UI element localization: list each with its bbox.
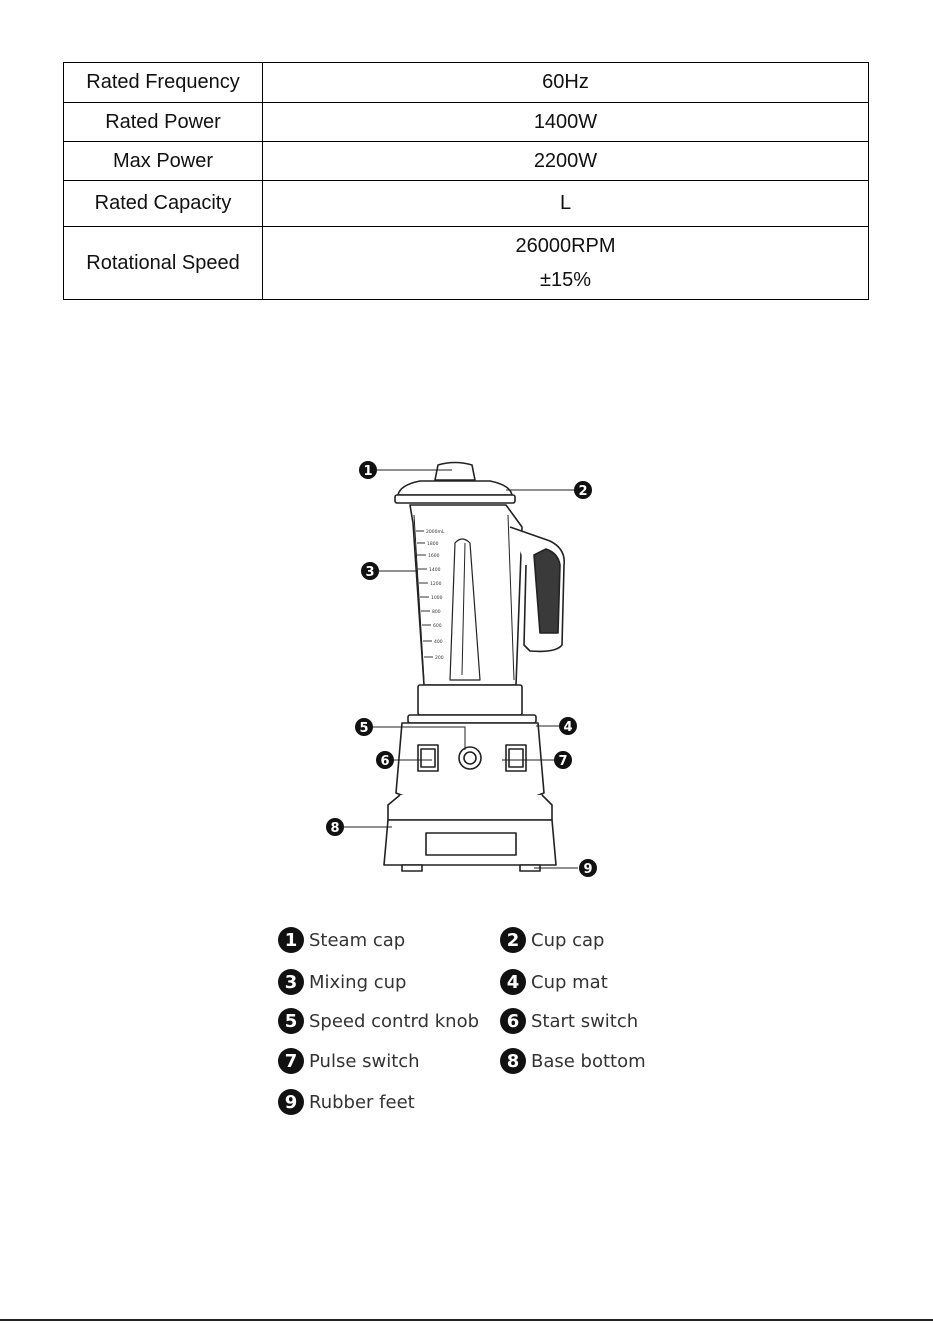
legend-item xyxy=(500,927,604,953)
cup-cap xyxy=(398,481,512,495)
legend-item xyxy=(278,1089,415,1115)
spec-value: 1400W xyxy=(263,103,869,142)
legend-label: Start switch xyxy=(531,1010,639,1032)
callout-number: 9 xyxy=(583,862,593,877)
steam-cap xyxy=(435,463,475,481)
spec-row xyxy=(64,227,869,300)
legend-item xyxy=(278,1048,420,1074)
rubber-foot xyxy=(402,865,422,871)
scale-mark: 1000 xyxy=(431,596,443,601)
legend-number: 8 xyxy=(500,1048,526,1074)
legend-label: Speed contrd knob xyxy=(309,1010,480,1032)
legend-item xyxy=(278,969,406,995)
spec-table xyxy=(63,62,869,300)
scale-mark: 2000mL xyxy=(426,530,445,535)
legend-item xyxy=(500,969,608,995)
parts-legend xyxy=(278,924,678,1124)
spec-row xyxy=(64,103,869,142)
legend-item xyxy=(500,1048,646,1074)
legend-item xyxy=(278,1008,479,1034)
spec-value: 2200W xyxy=(263,142,869,181)
blender-diagram xyxy=(310,445,610,885)
scale-mark: 200 xyxy=(435,656,444,661)
spec-value xyxy=(263,227,869,300)
legend-item xyxy=(500,1008,638,1034)
legend-number: 6 xyxy=(500,1008,526,1034)
callout-number: 2 xyxy=(578,484,588,499)
scale-mark: 800 xyxy=(432,610,441,615)
spec-row xyxy=(64,181,869,227)
spec-label: Max Power xyxy=(64,142,263,181)
legend-number: 7 xyxy=(278,1048,304,1074)
legend-label: Cup cap xyxy=(531,929,605,951)
scale-mark: 600 xyxy=(433,624,442,629)
callout-number: 3 xyxy=(365,565,375,580)
spec-row xyxy=(64,142,869,181)
callout-number: 4 xyxy=(563,720,573,735)
legend-number: 4 xyxy=(500,969,526,995)
callout-number: 6 xyxy=(380,754,390,769)
callout-number: 5 xyxy=(359,721,369,736)
spec-row xyxy=(64,63,869,103)
cup-collar xyxy=(418,685,522,715)
callout-number: 7 xyxy=(558,754,568,769)
legend-item xyxy=(278,927,405,953)
legend-label: Cup mat xyxy=(531,971,608,993)
legend-label: Steam cap xyxy=(309,929,406,951)
spec-label: Rated Power xyxy=(64,103,263,142)
scale-mark: 1200 xyxy=(430,582,442,587)
callout-number: 8 xyxy=(330,821,340,836)
callout-number: 1 xyxy=(363,464,373,479)
scale-mark: 1600 xyxy=(428,554,440,559)
scale-mark: 1800 xyxy=(427,542,439,547)
speed-knob xyxy=(459,747,481,769)
spec-value-line: 26000RPM xyxy=(515,235,616,257)
scale-mark: 400 xyxy=(434,640,443,645)
legend-number: 5 xyxy=(278,1008,304,1034)
legend-number: 1 xyxy=(278,927,304,953)
spec-label: Rated Frequency xyxy=(64,63,263,103)
legend-number: 9 xyxy=(278,1089,304,1115)
legend-number: 3 xyxy=(278,969,304,995)
cup-cap-rim xyxy=(395,495,515,503)
page-bottom-rule xyxy=(0,1319,933,1321)
cup-mat xyxy=(408,715,536,723)
scale-mark: 1400 xyxy=(429,568,441,573)
spec-label: Rated Capacity xyxy=(64,181,263,227)
spec-value-line: ±15% xyxy=(539,269,591,291)
spec-label: Rotational Speed xyxy=(64,227,263,300)
legend-label: Rubber feet xyxy=(309,1091,415,1113)
legend-label: Pulse switch xyxy=(309,1050,420,1072)
legend-label: Base bottom xyxy=(531,1050,646,1072)
spec-value: 60Hz xyxy=(263,63,869,103)
spec-value: L xyxy=(263,181,869,227)
legend-label: Mixing cup xyxy=(309,971,407,993)
legend-number: 2 xyxy=(500,927,526,953)
